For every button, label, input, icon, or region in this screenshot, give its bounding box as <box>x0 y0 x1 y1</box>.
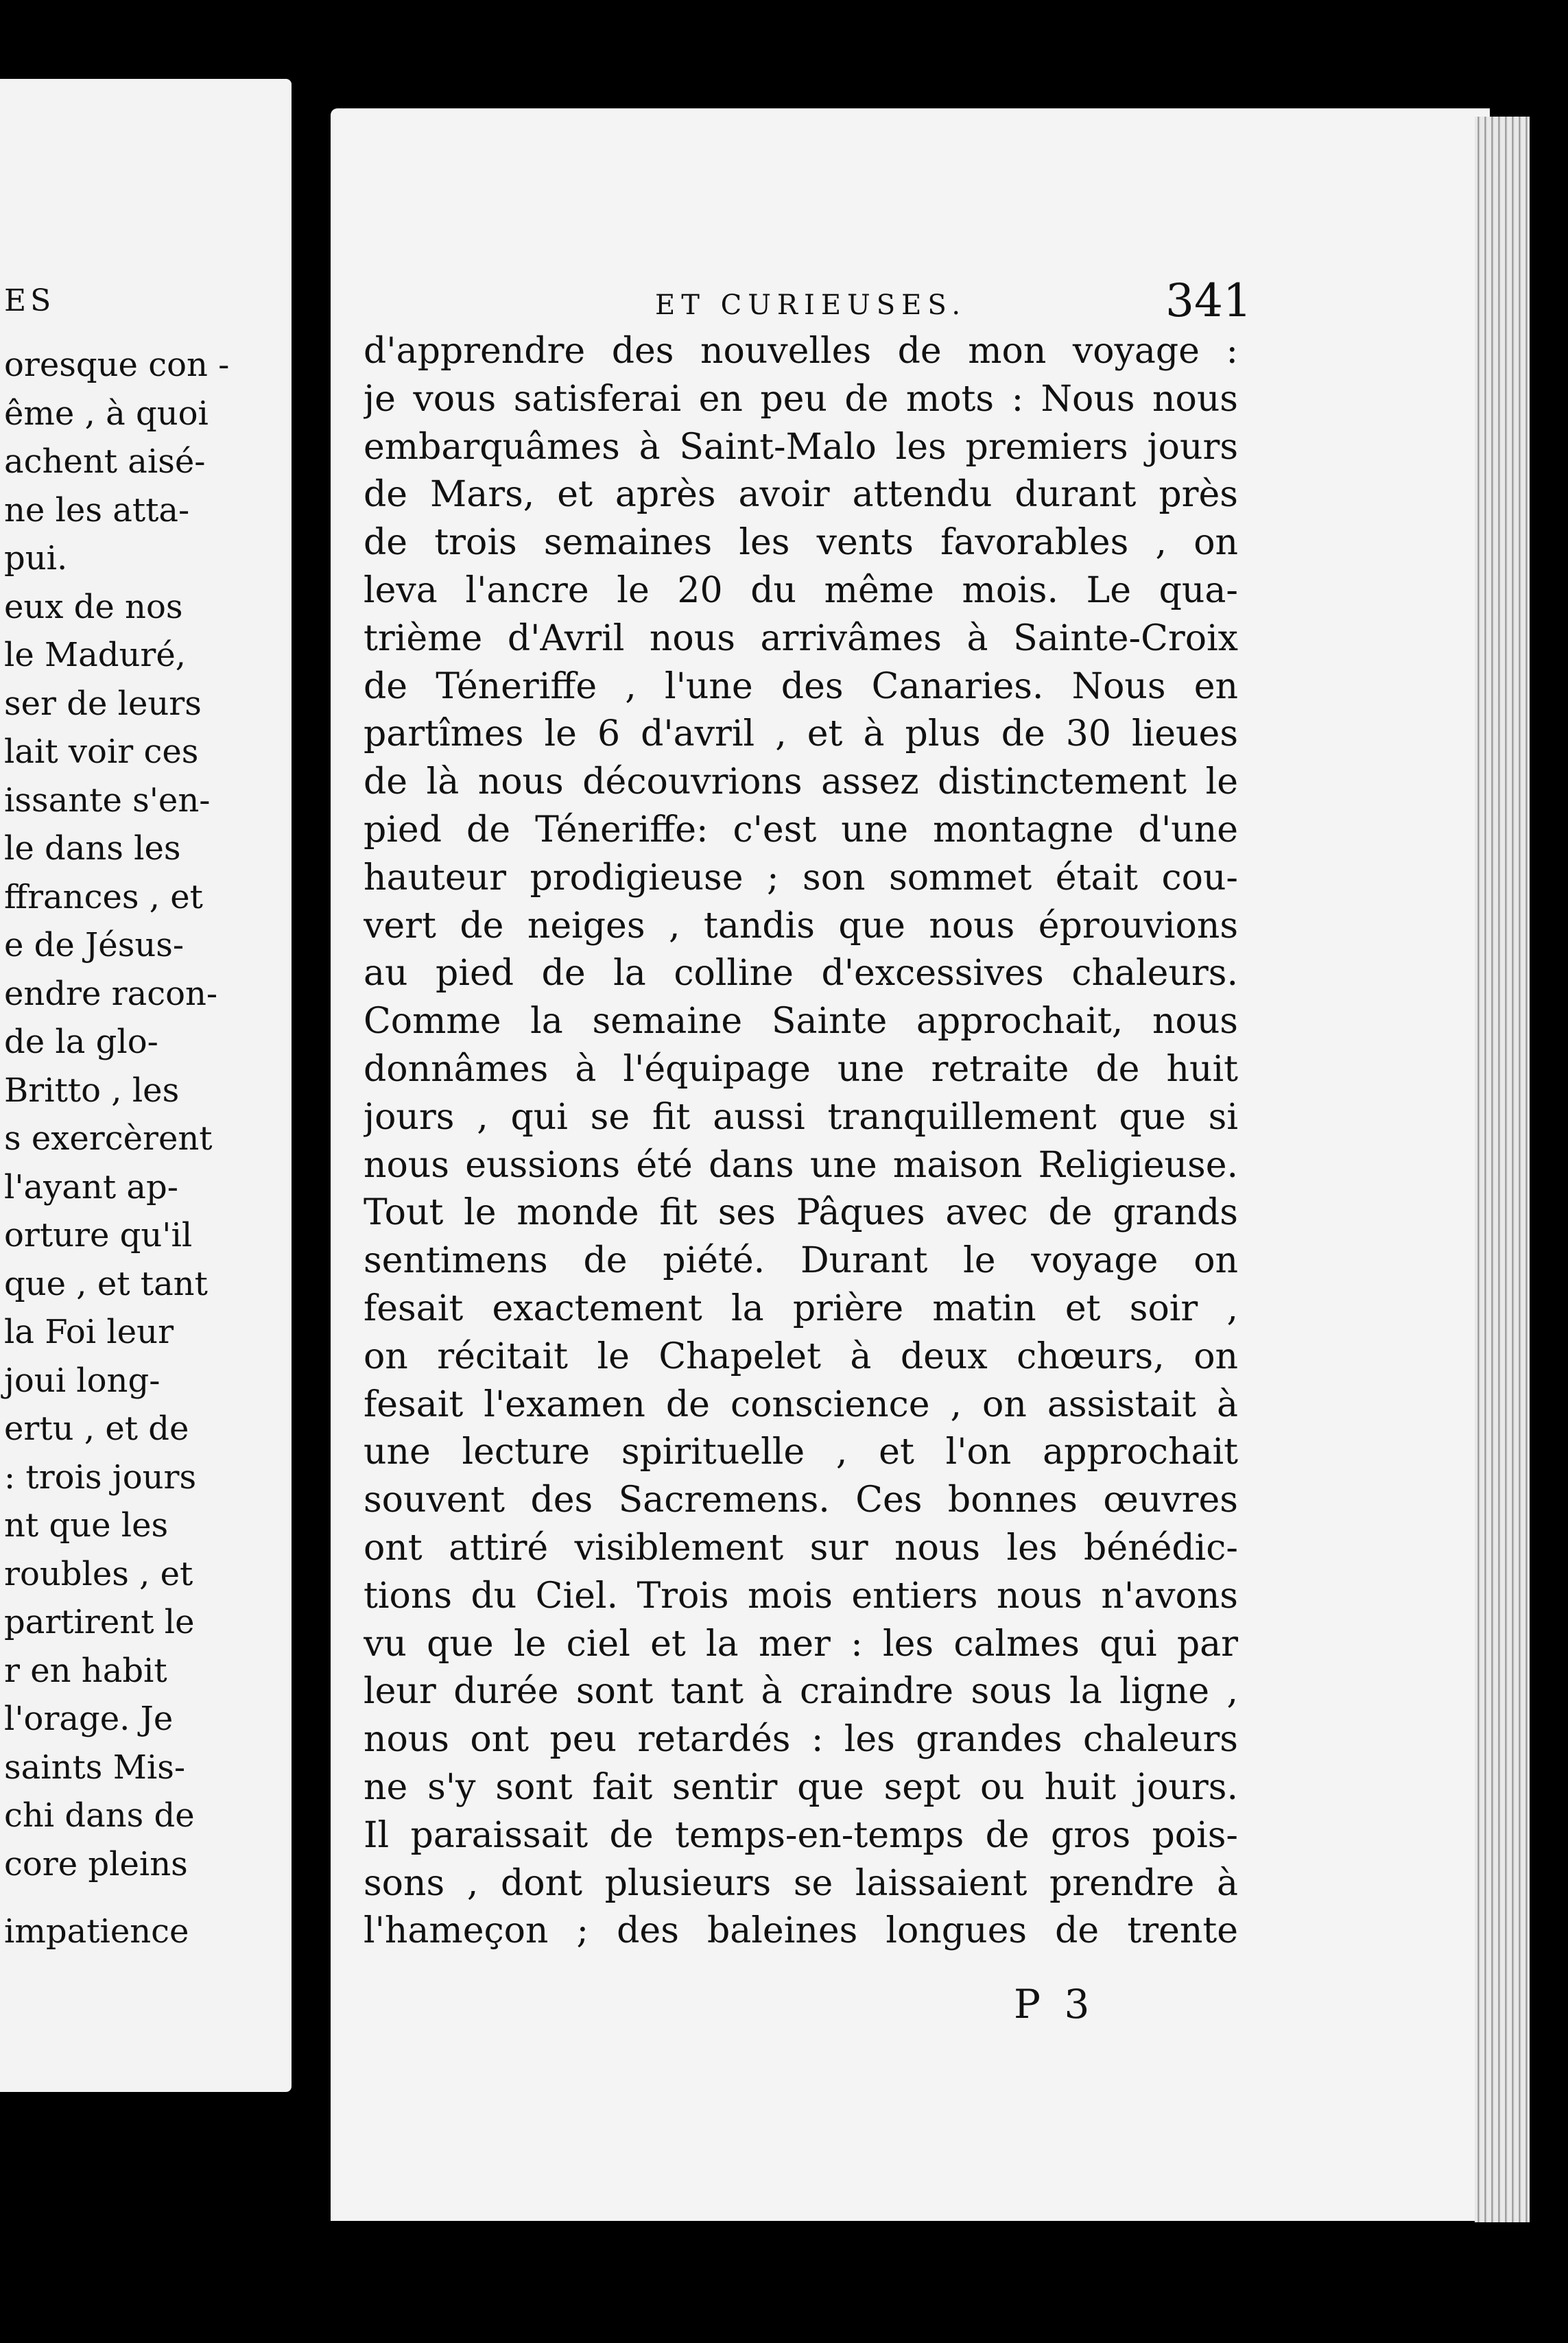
text-line: fesait l'examen de conscience , on assistait à <box>364 1383 1238 1425</box>
text-line: joui long- <box>4 1361 161 1400</box>
text-line: ertu , et de <box>4 1410 189 1448</box>
text-line: de là nous découvrions assez distinctement le <box>364 761 1238 803</box>
text-line: s exercèrent <box>4 1119 213 1158</box>
text-line: hauteur prodigieuse ; son sommet était cou- <box>364 857 1238 899</box>
text-line: tions du Ciel. Trois mois entiers nous n'avons <box>364 1575 1238 1617</box>
text-line: vert de neiges , tandis que nous éprouvions <box>364 905 1238 947</box>
text-line: de Téneriffe , l'une des Canaries. Nous en <box>364 665 1238 707</box>
text-line: leva l'ancre le 20 du même mois. Le qua- <box>364 569 1238 611</box>
text-line: partirent le <box>4 1603 195 1641</box>
text-line: : trois jours <box>4 1458 197 1497</box>
text-line: issante s'en- <box>4 781 211 820</box>
text-line: l'hameçon ; des baleines longues de trente <box>364 1910 1238 1952</box>
text-line: l'ayant ap- <box>4 1167 178 1206</box>
text-line: souvent des Sacremens. Ces bonnes œuvres <box>364 1479 1238 1521</box>
left-text-block <box>4 341 229 1956</box>
text-line: partîmes le 6 d'avril , et à plus de 30 lieues <box>364 713 1238 755</box>
text-line: de trois semaines les vents favorables , on <box>364 522 1238 564</box>
body-text <box>364 328 1238 1955</box>
text-line: que , et tant <box>4 1264 208 1303</box>
text-line: ême , à quoi <box>4 394 209 433</box>
text-line: achent aisé- <box>4 442 206 481</box>
text-line: Tout le monde fit ses Pâques avec de grands <box>364 1192 1238 1234</box>
running-head: ET CURIEUSES. <box>655 289 967 321</box>
text-line: le Maduré, <box>4 636 187 674</box>
left-running-head: ES <box>4 283 56 318</box>
book-gutter <box>292 0 333 2343</box>
text-line: ont attiré visiblement sur nous les bénédic- <box>364 1527 1238 1569</box>
text-line: ser de leurs <box>4 684 202 723</box>
text-line: pied de Téneriffe: c'est une montagne d'une <box>364 809 1238 851</box>
text-line: Comme la semaine Sainte approchait, nous <box>364 1001 1238 1043</box>
signature-mark: P 3 <box>1014 1981 1095 2027</box>
text-line: ne les atta- <box>4 490 190 530</box>
text-line: trième d'Avril nous arrivâmes à Sainte-Croix <box>364 617 1238 659</box>
text-line: de Mars, et après avoir attendu durant près <box>364 474 1238 516</box>
text-line: endre racon- <box>4 974 218 1013</box>
text-line: sentimens de piété. Durant le voyage on <box>364 1240 1238 1282</box>
text-line: chi dans de <box>4 1796 195 1835</box>
text-line: embarquâmes à Saint-Malo les premiers jours <box>364 426 1238 468</box>
text-line: impatience <box>4 1912 189 1951</box>
text-line: r en habit <box>4 1651 167 1690</box>
text-line: fesait exactement la prière matin et soir , <box>364 1287 1238 1329</box>
text-line: d'apprendre des nouvelles de mon voyage : <box>364 331 1238 372</box>
text-line: la Foi leur <box>4 1313 174 1351</box>
text-line: au pied de la colline d'excessives chaleurs. <box>364 953 1238 995</box>
text-line: Il paraissait de temps-en-temps de gros pois- <box>364 1814 1238 1856</box>
text-line: de la glo- <box>4 1023 158 1061</box>
text-line: donnâmes à l'équipage une retraite de huit <box>364 1048 1238 1090</box>
text-line: leur durée sont tant à craindre sous la ligne , <box>364 1671 1238 1713</box>
text-line: on récitait le Chapelet à deux chœurs, on <box>364 1335 1238 1377</box>
text-line: vu que le ciel et la mer : les calmes qui par <box>364 1623 1238 1665</box>
text-line: e de Jésus- <box>4 926 185 964</box>
text-line: nous ont peu retardés : les grandes chaleurs <box>364 1719 1238 1761</box>
text-line: eux de nos <box>4 587 183 626</box>
text-line: nt que les <box>4 1506 169 1545</box>
page-edges <box>1475 117 1530 2222</box>
text-line: jours , qui se fit aussi tranquillement que si <box>364 1096 1238 1138</box>
text-line: orture qu'il <box>4 1216 193 1254</box>
page-number: 341 <box>1165 274 1252 327</box>
text-line: l'orage. Je <box>4 1700 174 1738</box>
text-line: le dans les <box>4 829 181 868</box>
text-line: nous eussions été dans une maison Religieuse. <box>364 1144 1238 1186</box>
text-line: je vous satisferai en peu de mots : Nous nous <box>364 378 1238 420</box>
text-line: ffrances , et <box>4 877 203 916</box>
text-line: ne s'y sont fait sentir que sept ou huit jours. <box>364 1766 1238 1808</box>
text-line: Britto , les <box>4 1071 180 1110</box>
left-page <box>0 79 292 2092</box>
text-line: sons , dont plusieurs se laissaient prendre à <box>364 1862 1238 1904</box>
page-header <box>655 274 1252 327</box>
text-line: lait voir ces <box>4 733 199 771</box>
text-line: saints Mis- <box>4 1748 186 1787</box>
text-line: core pleins <box>4 1844 188 1883</box>
text-line: pui. <box>4 539 68 578</box>
text-line: une lecture spirituelle , et l'on approchait <box>364 1431 1238 1473</box>
text-line: oresque con - <box>4 346 230 384</box>
text-line: roubles , et <box>4 1554 193 1593</box>
